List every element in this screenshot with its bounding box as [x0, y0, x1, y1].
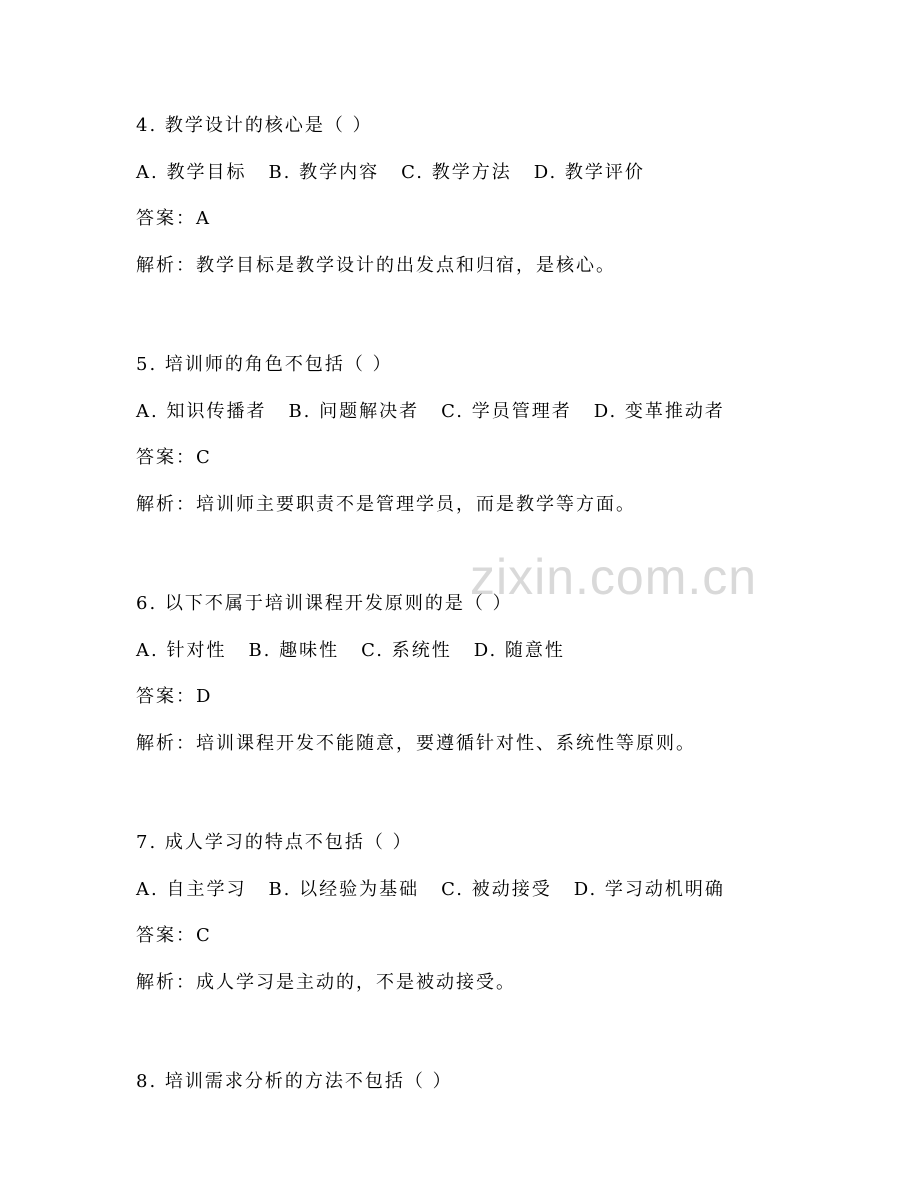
question-stem: 6. 以下不属于培训课程开发原则的是（ ）: [136, 593, 513, 614]
option-b: B. 教学内容: [268, 161, 380, 183]
option-c: C. 系统性: [361, 639, 452, 661]
question-answer: 答案：A: [136, 208, 211, 229]
question-item: [136, 103, 856, 289]
option-b: B. 趣味性: [248, 639, 340, 661]
option-a: A. 教学目标: [136, 161, 247, 183]
question-analysis: 解析：成人学习是主动的，不是被动接受。: [136, 971, 516, 993]
option-a: A. 知识传播者: [136, 400, 267, 422]
question-item: [136, 342, 856, 528]
question-stem: 8. 培训需求分析的方法不包括（ ）: [136, 1071, 453, 1092]
option-d: D. 学习动机明确: [573, 878, 725, 900]
question-item: [136, 820, 856, 1006]
watermark: zixin.com.cn: [470, 549, 758, 605]
question-analysis: 解析：教学目标是教学设计的出发点和归宿，是核心。: [136, 254, 616, 276]
option-d: D. 变革推动者: [593, 400, 725, 422]
option-b: B. 问题解决者: [288, 400, 420, 422]
question-item: [136, 1059, 856, 1106]
question-options: [136, 628, 856, 675]
question-stem: 4. 教学设计的核心是（ ）: [136, 115, 373, 136]
question-stem: 7. 成人学习的特点不包括（ ）: [136, 832, 413, 853]
option-a: A. 自主学习: [136, 878, 247, 900]
question-answer: 答案：C: [136, 925, 212, 946]
question-answer: 答案：D: [136, 686, 213, 707]
question-item: [136, 581, 856, 767]
option-d: D. 教学评价: [533, 161, 645, 183]
question-analysis: 解析：培训师主要职责不是管理学员，而是教学等方面。: [136, 493, 636, 515]
question-options: [136, 389, 856, 436]
question-stem: 5. 培训师的角色不包括（ ）: [136, 354, 393, 375]
question-list: [136, 103, 856, 1159]
option-c: C. 学员管理者: [441, 400, 572, 422]
question-options: [136, 867, 856, 914]
option-a: A. 针对性: [136, 639, 227, 661]
option-b: B. 以经验为基础: [268, 878, 420, 900]
question-analysis: 解析：培训课程开发不能随意，要遵循针对性、系统性等原则。: [136, 732, 696, 754]
question-answer: 答案：C: [136, 447, 212, 468]
question-options: [136, 150, 856, 197]
option-c: C. 被动接受: [441, 878, 552, 900]
option-d: D. 随意性: [473, 639, 565, 661]
option-c: C. 教学方法: [401, 161, 512, 183]
